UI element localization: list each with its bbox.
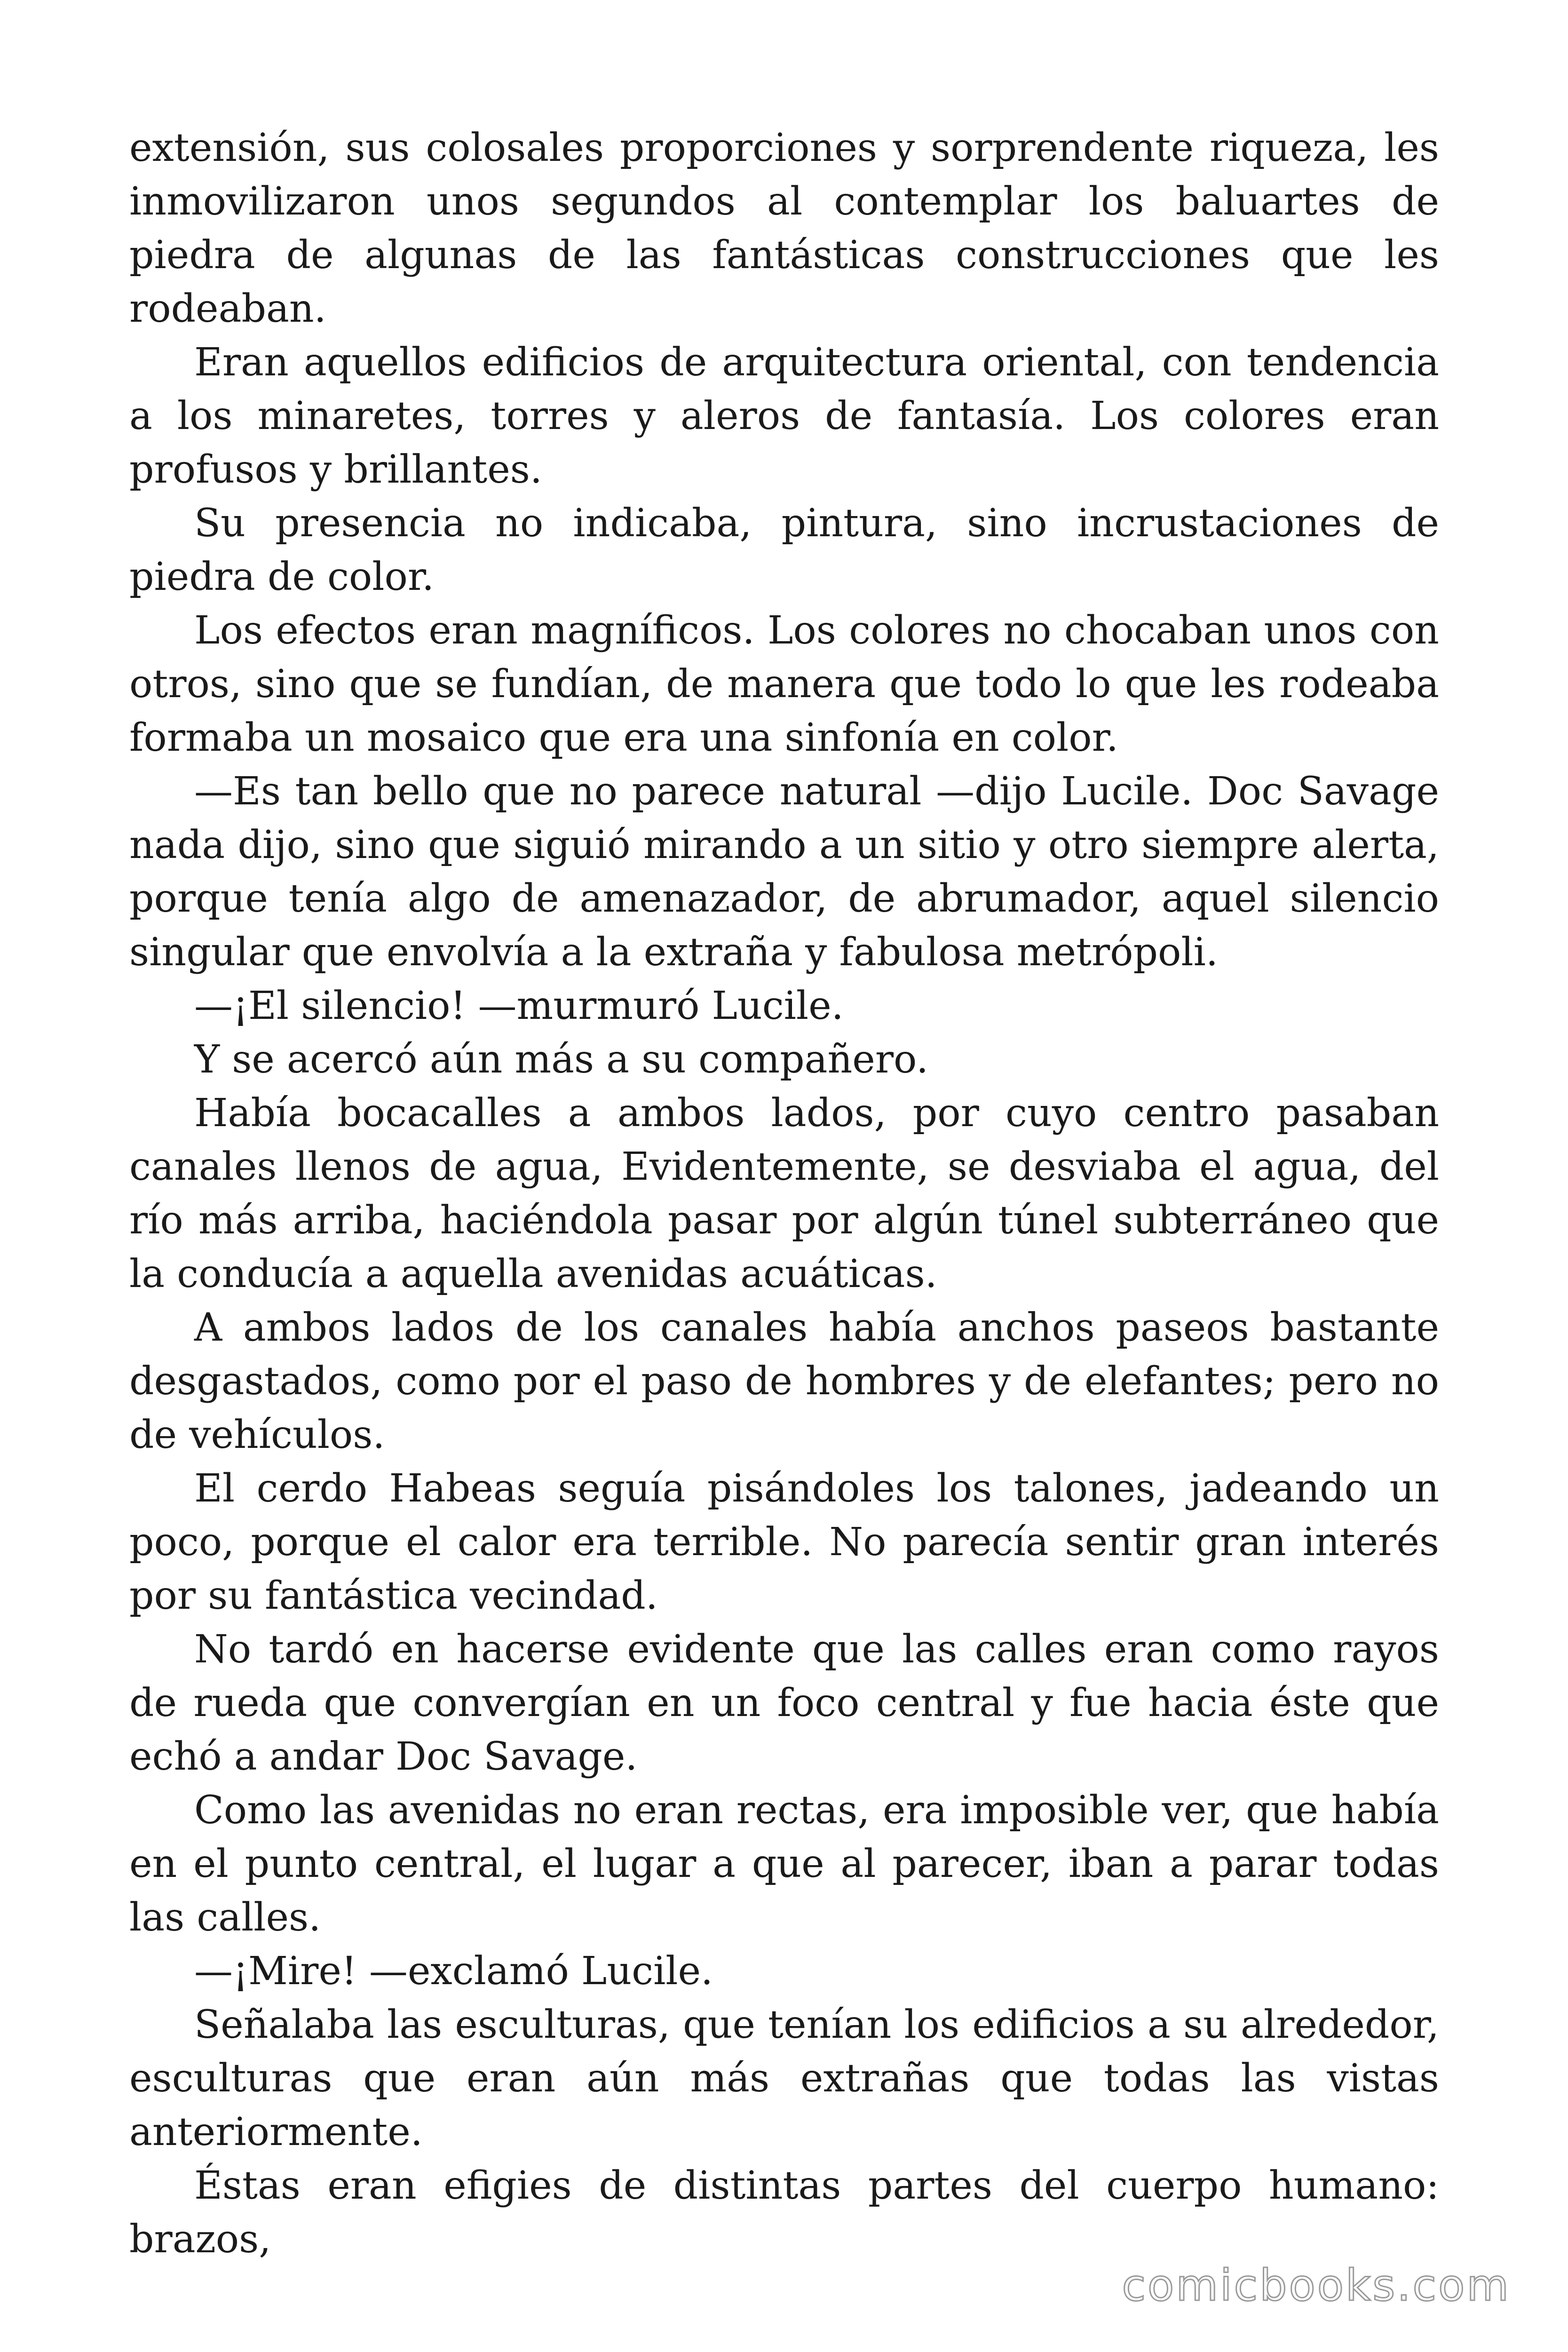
paragraph-10: El cerdo Habeas seguía pisándoles los talones, jadeando un poco, porque el calor era terrible. No parecía sentir gran interés por su fantástica vecindad.: [129, 1466, 1439, 1618]
paragraph-2: Eran aquellos edificios de arquitectura oriental, con tendencia a los minaretes, torres y aleros de fantasía. Los colores eran profusos y brillantes.: [129, 340, 1439, 492]
paragraph-7: Y se acercó aún más a su compañero.: [194, 1037, 929, 1082]
paragraph-6: —¡El silencio! —murmuró Lucile.: [194, 984, 844, 1028]
paragraph-4: Los efectos eran magníficos. Los colores no chocaban unos con otros, sino que se fundían, de manera que todo lo que les rodeaba formaba un mosaico que era una sinfonía en color.: [129, 608, 1439, 760]
paragraph-13: —¡Mire! —exclamó Lucile.: [194, 1949, 713, 1994]
paragraph-12: Como las avenidas no eran rectas, era imposible ver, que había en el punto central, el lugar a que al parecer, iban a parar todas las calles.: [129, 1788, 1439, 1940]
paragraph-9: A ambos lados de los canales había anchos paseos bastante desgastados, como por el paso de hombres y de elefantes; pero no de vehículos.: [129, 1305, 1439, 1457]
book-page-text: [129, 121, 1439, 2266]
paragraph-5: —Es tan bello que no parece natural —dijo Lucile. Doc Savage nada dijo, sino que siguió mirando a un sitio y otro siempre alerta, porque tenía algo de amenazador, de abrumador, aquel silencio singular que envolvía a la extraña y fabulosa metrópoli.: [129, 769, 1439, 975]
paragraph-11: No tardó en hacerse evidente que las calles eran como rayos de rueda que convergían en un foco central y fue hacia éste que echó a andar Doc Savage.: [129, 1627, 1439, 1779]
watermark: comicbooks.com: [1122, 2260, 1511, 2311]
paragraph-3: Su presencia no indicaba, pintura, sino incrustaciones de piedra de color.: [129, 501, 1439, 599]
paragraph-1: extensión, sus colosales proporciones y sorprendente riqueza, les inmovilizaron unos segundos al contemplar los baluartes de piedra de algunas de las fantásticas construcciones que les rodeaban.: [129, 126, 1439, 331]
paragraph-8: Había bocacalles a ambos lados, por cuyo centro pasaban canales llenos de agua, Evidentemente, se desviaba el agua, del río más arriba, haciéndola pasar por algún túnel subterráneo que la conducía a aquella avenidas acuáticas.: [129, 1091, 1439, 1296]
paragraph-14: Señalaba las esculturas, que tenían los edificios a su alrededor, esculturas que eran aún más extrañas que todas las vistas anteriormente.: [129, 2002, 1439, 2154]
paragraph-15: Éstas eran efigies de distintas partes del cuerpo humano: brazos,: [129, 2163, 1439, 2262]
